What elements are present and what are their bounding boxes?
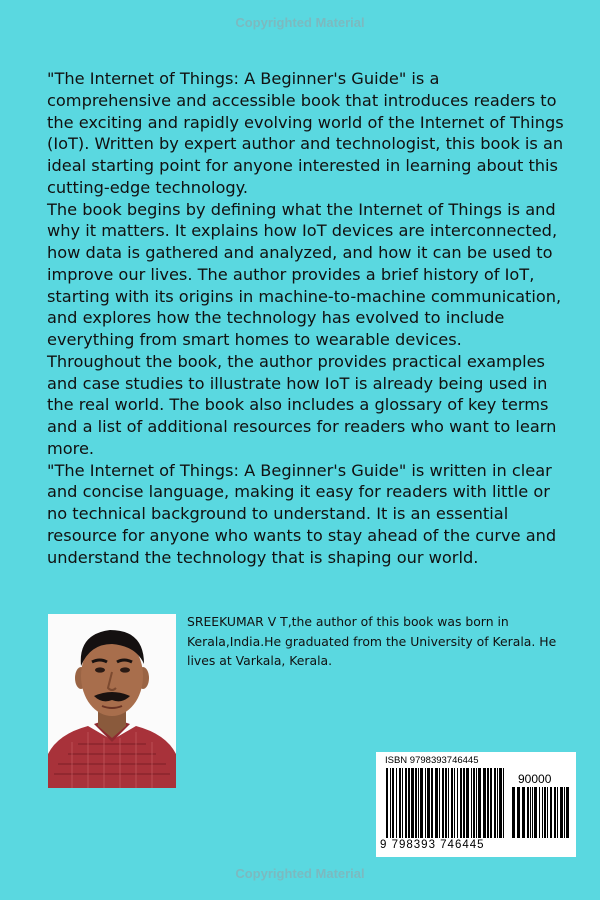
- barcode-bar: [418, 768, 419, 838]
- barcode-bar: [451, 768, 453, 838]
- barcode-bar: [445, 768, 447, 838]
- description-paragraph-4: "The Internet of Things: A Beginner's Guide" is written in clear and concise language, making it easy for readers with little or no technical background to understand. It is an essential resource for anyone who wants to stay ahead of the curve and understand the technology that is shaping our world.: [47, 460, 557, 567]
- author-photo: [48, 614, 176, 788]
- barcode-addon-bar: [527, 787, 529, 838]
- barcode-addon-bar: [564, 787, 565, 838]
- barcode-bar: [478, 768, 481, 838]
- barcode-bar: [460, 768, 462, 838]
- barcode-bar: [431, 768, 433, 838]
- barcode-addon-bar: [550, 787, 552, 838]
- description-paragraph-3: Throughout the book, the author provides practical examples and case studies to illustrate how IoT is already being used in the real world. The book also includes a glossary of key terms and a list of additional resources for readers who want to learn more.: [47, 351, 557, 458]
- barcode-bar: [448, 768, 449, 838]
- barcode-bar: [405, 768, 407, 838]
- barcode-addon-bar: [517, 787, 520, 838]
- barcode-addon-bar: [566, 787, 569, 838]
- barcode-bar: [457, 768, 458, 838]
- barcode-bar: [392, 768, 394, 838]
- watermark-top: Copyrighted Material: [235, 15, 365, 30]
- barcode-bar: [483, 768, 486, 838]
- barcode-addon-bar: [544, 787, 546, 838]
- barcode-bar: [408, 768, 410, 838]
- barcode-bar: [425, 768, 426, 838]
- barcode-addon-bar: [534, 787, 537, 838]
- barcode-addon-bar: [542, 787, 543, 838]
- watermark-bottom: Copyrighted Material: [235, 866, 365, 881]
- barcode-bar: [411, 768, 414, 838]
- barcode-bar: [463, 768, 465, 838]
- barcode-addon-bar: [532, 787, 533, 838]
- barcode-bar: [490, 768, 492, 838]
- description-paragraph-1: "The Internet of Things: A Beginner's Guide" is a comprehensive and accessible book that introduces readers to the exciting and rapidly evolving world of the Internet of Things (IoT). Written by expert author and technologist, this book is an ideal starting point for anyone interested in learning about this cutting-edge technology.: [47, 69, 564, 197]
- barcode-bar: [420, 768, 423, 838]
- author-bio: SREEKUMAR V T,the author of this book was born in Kerala,India.He graduated from the University of Kerala. He lives at Varkala, Kerala.: [187, 614, 557, 668]
- barcode-bar: [503, 768, 504, 838]
- barcode-bar: [487, 768, 489, 838]
- barcode-bar: [386, 768, 388, 838]
- barcode-bar: [396, 768, 397, 838]
- barcode-bar: [497, 768, 498, 838]
- barcode-addon-bar: [522, 787, 525, 838]
- barcode-bar: [454, 768, 455, 838]
- barcode-addon-bar: [539, 787, 540, 838]
- barcode-bar: [399, 768, 401, 838]
- barcode-bar: [494, 768, 496, 838]
- barcode-bar: [442, 768, 444, 838]
- isbn-label: ISBN 9798393746445: [385, 755, 479, 766]
- barcode-addon-bar: [560, 787, 563, 838]
- barcode-digits: 9 798393 746445: [380, 839, 485, 851]
- barcode-bar: [415, 768, 417, 838]
- barcode-bar: [471, 768, 472, 838]
- barcode-bar: [439, 768, 440, 838]
- barcode-addon-bar: [512, 787, 515, 838]
- barcode-bar: [402, 768, 403, 838]
- price-code: 90000: [518, 772, 552, 786]
- book-description: [47, 68, 567, 568]
- barcode-bar: [476, 768, 477, 838]
- barcode-bar: [473, 768, 475, 838]
- author-portrait-image: [48, 614, 176, 788]
- barcode-addon-bar: [557, 787, 558, 838]
- description-paragraph-2: The book begins by defining what the Internet of Things is and why it matters. It explains how IoT devices are interconnected, how data is gathered and analyzed, and how it can be used to improve our lives. The author provides a brief history of IoT, starting with its origins in machine-to-machine communication, and explores how the technology has evolved to include everything from smart homes to wearable devices.: [47, 199, 562, 349]
- barcode-addon-bar: [554, 787, 556, 838]
- barcode-bar: [466, 768, 469, 838]
- barcode-bar: [427, 768, 430, 838]
- barcode-addon-bar: [530, 787, 531, 838]
- barcode-bar: [390, 768, 391, 838]
- barcode-bar: [435, 768, 438, 838]
- isbn-barcode: [376, 752, 576, 857]
- barcode-bar: [499, 768, 502, 838]
- barcode-addon-bar: [547, 787, 548, 838]
